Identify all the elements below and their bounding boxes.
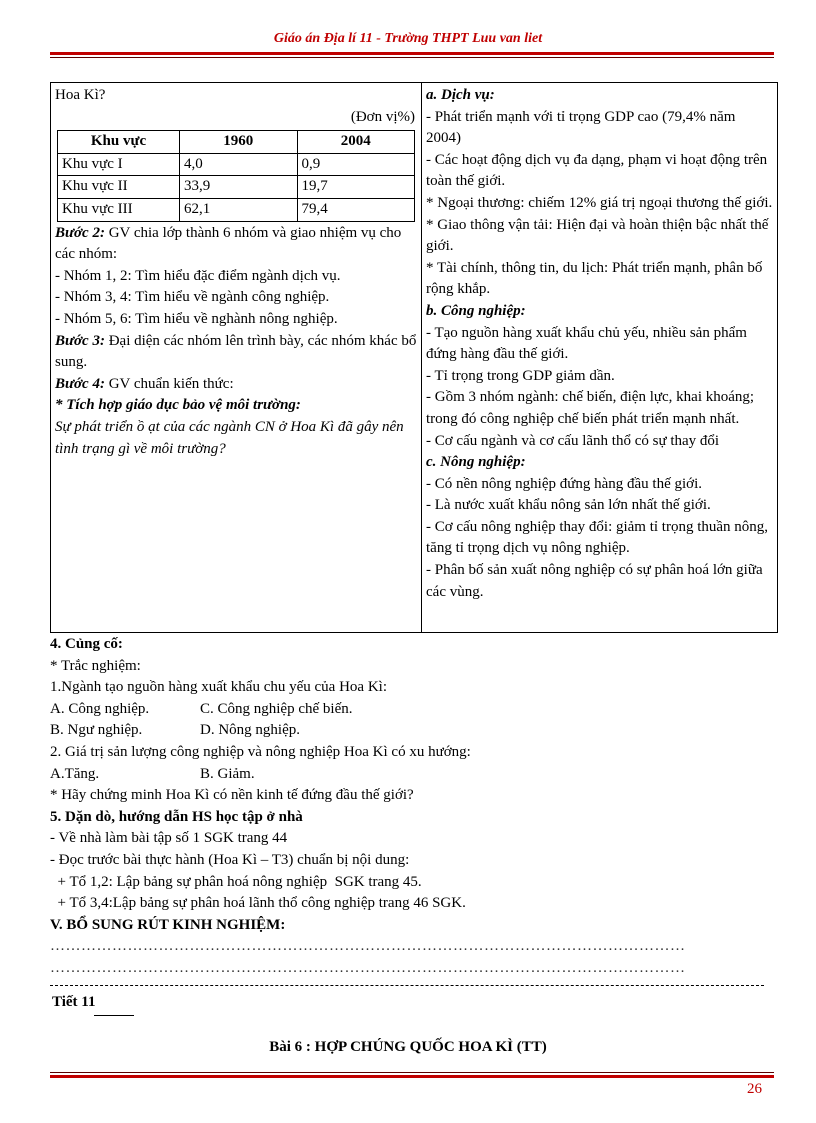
th-2004: 2004 [297, 131, 415, 154]
question-tail: Hoa Kì? [55, 87, 106, 103]
option-b: B. Ngư nghiệp. [50, 722, 143, 739]
integration-question: Sự phát triển ồ ạt của các ngành CN ở Hoa Kì đã gây nên tình trạng gì về môi trường? [55, 418, 404, 457]
prove-question: * Hãy chứng minh Hoa Kì có nền kinh tế đứng đầu thế giới? [50, 787, 414, 804]
q2-options [50, 764, 778, 786]
list-item: - Cơ cấu ngành và cơ cấu lãnh thổ có sự thay đổi [426, 432, 720, 449]
list-item: - Tạo nguồn hàng xuất khẩu chủ yếu, nhiều sản phẩm đứng hàng đầu thế giới. [426, 324, 747, 363]
step-3-text: Đại diện các nhóm lên trình bày, các nhóm khác bổ sung. [55, 332, 417, 371]
dashed-separator [50, 985, 764, 986]
experience-heading: V. BỔ SUNG RÚT KINH NGHIỆM: [50, 916, 286, 933]
list-item: - Gồm 3 nhóm ngành: chế biến, điện lực, khai khoáng; trong đó công nghiệp chế biến phát triển mạnh nhất. [426, 389, 755, 427]
th-sector: Khu vực [58, 131, 180, 154]
step-2 [55, 223, 417, 266]
option-a: A. Công nghiệp. [50, 700, 150, 717]
list-item: - Là nước xuất khẩu nông sản lớn nhất thế giới. [426, 497, 711, 514]
table-row [58, 153, 415, 176]
period-label: Tiết 11 [52, 994, 96, 1010]
footer-rule-top [50, 1072, 774, 1073]
cell: Khu vực III [58, 198, 180, 221]
cell: Khu vực II [58, 176, 180, 199]
group-item: - Nhóm 5, 6: Tìm hiểu về nghành nông nghiệp. [55, 310, 338, 327]
step-4 [55, 374, 417, 396]
list-item: - Tỉ trọng trong GDP giảm dần. [426, 367, 615, 384]
q1-options-row-2 [50, 720, 778, 742]
step-3 [55, 331, 417, 374]
activity-column [51, 83, 422, 632]
lesson-footer-section [50, 634, 778, 980]
cell: 19,7 [297, 176, 415, 199]
cell: 33,9 [180, 176, 298, 199]
group-item: - Nhóm 3, 4: Tìm hiểu về ngành công nghiệp. [55, 289, 330, 306]
step-4-label: Bước 4: [55, 375, 105, 392]
list-item: * Ngoại thương: chiếm 12% giá trị ngoại thương thế giới. [426, 194, 773, 211]
option-b: B. Giảm. [200, 765, 255, 782]
list-item: * Tài chính, thông tin, du lịch: Phát triển mạnh, phân bố rộng khắp. [426, 259, 763, 298]
list-item: - Phân bố sản xuất nông nghiệp có sự phân hoá lớn giữa các vùng. [426, 562, 763, 600]
list-item: - Các hoạt động dịch vụ đa dạng, phạm vi hoạt động trên toàn thế giới. [426, 151, 768, 190]
period-underline [94, 1015, 134, 1016]
cell: 62,1 [180, 198, 298, 221]
homework-item: + Tổ 1,2: Lập bảng sự phân hoá nông nghiệp SGK trang 45. [50, 873, 422, 890]
cell: Khu vực I [58, 153, 180, 176]
table-row [58, 176, 415, 199]
th-1960: 1960 [180, 131, 298, 154]
list-item: - Có nền nông nghiệp đứng hàng đầu thế giới. [426, 475, 703, 492]
header-title: Giáo án Địa lí 11 - Trường THPT Luu van liet [273, 31, 543, 46]
question-1: 1.Ngành tạo nguồn hàng xuất khẩu chu yếu của Hoa Kì: [50, 679, 387, 696]
step-2-text: GV chia lớp thành 6 nhóm và giao nhiệm vụ cho các nhóm: [55, 224, 402, 263]
dotted-line: …………………………………………………………………………………………………………… [50, 938, 686, 955]
content-column [422, 83, 777, 632]
section-c-heading: c. Nông nghiệp: [426, 454, 526, 471]
step-4-text: GV chuẩn kiến thức: [104, 375, 234, 392]
cell: 4,0 [180, 153, 298, 176]
homework-item: - Đọc trước bài thực hành (Hoa Kì – T3) chuẩn bị nội dung: [50, 851, 410, 868]
option-d: D. Nông nghiệp. [200, 722, 300, 739]
list-item: * Giao thông vận tải: Hiện đại và hoàn thiện bậc nhất thế giới. [426, 216, 769, 255]
dotted-line: …………………………………………………………………………………………………………… [50, 959, 686, 976]
lesson-title: Bài 6 : HỢP CHÚNG QUỐC HOA KÌ (TT) [269, 1039, 547, 1055]
content-table [50, 82, 778, 633]
quiz-label: * Trắc nghiệm: [50, 657, 141, 674]
step-2-label: Bước 2: [55, 224, 105, 241]
cell: 79,4 [297, 198, 415, 221]
header-rule-top [50, 52, 774, 55]
consolidation-heading: 4. Củng cố: [50, 636, 123, 652]
section-b-heading: b. Công nghiệp: [426, 302, 526, 319]
question-2: 2. Giá trị sản lượng công nghiệp và nông nghiệp Hoa Kì có xu hướng: [50, 743, 471, 760]
option-a: A.Tăng. [50, 765, 100, 782]
list-item: - Cơ cấu nông nghiệp thay đổi: giảm tỉ trọng thuần nông, tăng tỉ trọng dịch vụ nông nghiệp. [426, 518, 769, 557]
section-a-heading: a. Dịch vụ: [426, 87, 495, 103]
unit-label: (Đơn vị%) [350, 108, 415, 125]
homework-item: + Tổ 3,4:Lập bảng sự phân hoá lãnh thổ công nghiệp trang 46 SGK. [50, 895, 466, 912]
table-row [58, 198, 415, 221]
header-rule-bottom [50, 57, 774, 58]
q1-options-row-1 [50, 699, 778, 721]
cell: 0,9 [297, 153, 415, 176]
list-item: - Phát triển mạnh với tỉ trọng GDP cao (79,4% năm 2004) [426, 108, 736, 147]
homework-heading: 5. Dặn dò, hướng dẫn HS học tập ở nhà [50, 808, 303, 825]
sector-table [57, 130, 415, 221]
step-3-label: Bước 3: [55, 332, 105, 349]
page-number: 26 [747, 1081, 762, 1097]
homework-item: - Về nhà làm bài tập số 1 SGK trang 44 [50, 830, 288, 847]
option-c: C. Công nghiệp chế biến. [200, 700, 353, 717]
footer-rule-bottom [50, 1075, 774, 1078]
group-item: - Nhóm 1, 2: Tìm hiểu đặc điểm ngành dịch vụ. [55, 267, 341, 284]
integration-label: * Tích hợp giáo dục bảo vệ môi trường: [55, 397, 301, 414]
